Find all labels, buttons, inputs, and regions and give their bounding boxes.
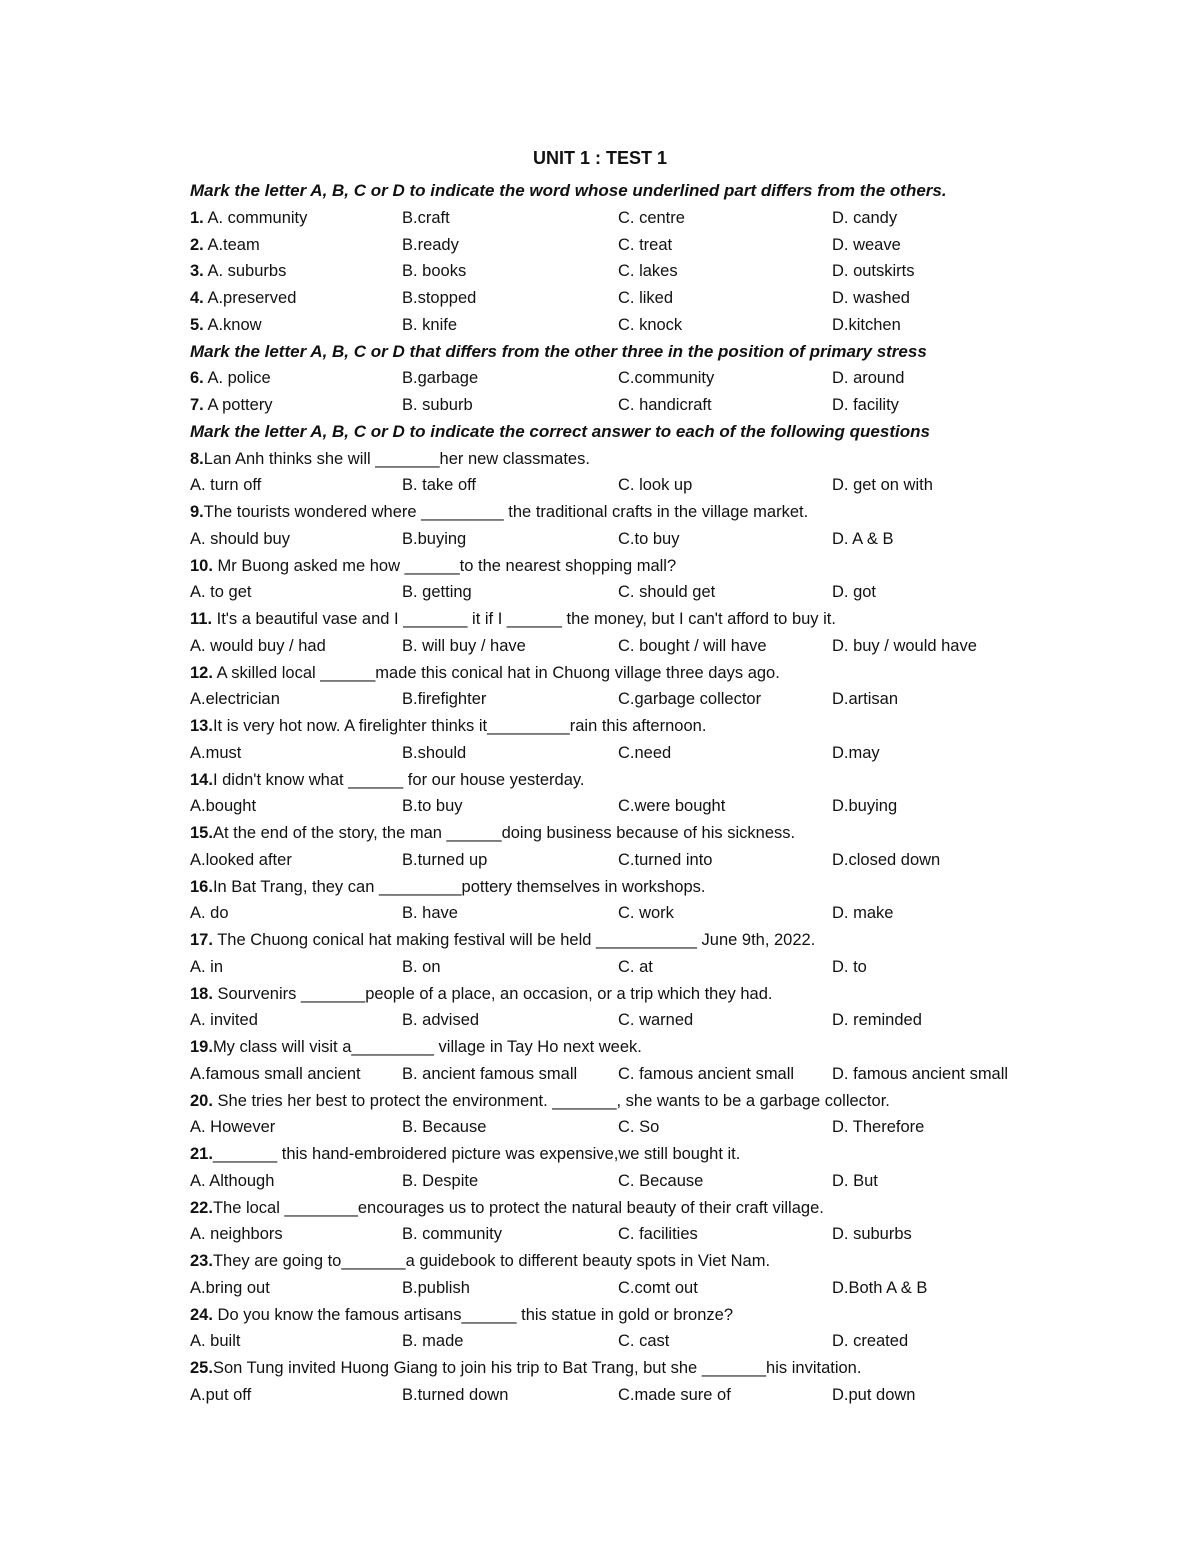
answer-option-a: 7. A pottery [190,396,273,414]
answer-options [190,1275,1120,1301]
answer-option-a: A. neighbors [190,1225,283,1244]
question-number: 20. [190,1091,213,1110]
answer-option-d: D.buying [832,797,898,816]
question-number: 13. [190,717,213,735]
answer-option-b: B.should [402,743,467,762]
question-text: Do you know the famous artisans______ this statue in gold or bronze? [212,1305,734,1324]
answer-option-b: B.turned up [402,850,488,869]
answer-option-c: C. look up [618,476,693,495]
answer-option-a: 5. A.know [190,315,262,334]
answer-option-b: B. will buy / have [402,636,526,655]
answer-option-d: D. facility [832,396,899,414]
answer-option-a: A.bought [190,797,257,816]
answer-option-b: B.craft [402,208,450,227]
question-number: 3. [190,262,204,281]
question-number: 11. [190,610,213,628]
question-stem [190,927,1120,953]
question-stem [190,1141,1120,1167]
answer-option-d: D. famous ancient small [832,1064,1009,1083]
answer-option-d: D. outskirts [832,262,915,281]
answer-option-b: B. suburb [402,396,473,414]
answer-option-c: C. work [618,904,674,923]
question-stem [190,606,1120,632]
answer-option-d: D.closed down [832,850,941,869]
answer-option-d: D. But [832,1171,878,1190]
question-number: 4. [190,289,204,307]
answer-options [190,1007,1120,1033]
answer-option-b: B. on [402,957,441,976]
question-text: My class will visit a_________ village in Tay Ho next week. [212,1038,642,1056]
question-stem [190,660,1120,686]
answer-option-b: B.stopped [402,289,477,307]
question-stem [190,1302,1120,1328]
question-number: 21. [190,1145,213,1163]
answer-option-d: D. weave [832,235,901,254]
answer-option-d: D. around [832,369,905,388]
question-stem [190,553,1120,579]
answer-options [190,1114,1120,1140]
section-instruction: Mark the letter A, B, C or D to indicate the word whose underlined part differs from the others. [190,181,947,200]
answer-options [190,633,1120,659]
question-text: _______ this hand-embroidered picture was expensive,we still bought it. [212,1145,741,1163]
question-text: A skilled local ______made this conical hat in Chuong village three days ago. [212,663,780,682]
question-number: 15. [190,824,213,842]
answer-options [190,526,1120,552]
answer-option-c: C.need [618,743,672,762]
question-stem [190,981,1120,1007]
answer-options [190,1221,1120,1247]
question-text: Sourvenirs _______people of a place, an occasion, or a trip which they had. [212,984,773,1003]
answer-option-c: C. Because [618,1171,704,1190]
answer-option-c: C.comt out [618,1278,698,1297]
answer-options [190,740,1120,766]
answer-option-d: D. A & B [832,529,894,548]
question-number: 12. [190,663,213,682]
answer-option-a: A.must [190,743,242,762]
answer-option-b: B. getting [402,583,472,602]
answer-option-a: 4. A.preserved [190,289,297,307]
answer-options [190,1382,1120,1408]
answer-option-b: B.garbage [402,369,479,388]
question-stem [190,1195,1120,1221]
answer-options [190,1328,1120,1354]
question-stem [190,1248,1120,1274]
question-stem [190,767,1120,793]
question-number: 24. [190,1305,213,1324]
question-stem [190,874,1120,900]
question-text: The tourists wondered where _________ the traditional crafts in the village market. [203,503,809,521]
answer-option-c: C. liked [618,289,674,307]
question-text: They are going to_______a guidebook to different beauty spots in Viet Nam. [212,1252,771,1270]
question-text: The local ________encourages us to protect the natural beauty of their craft village. [212,1198,824,1217]
answer-options [190,954,1120,980]
answer-option-d: D. make [832,904,894,923]
answer-options [190,686,1120,712]
answer-options [190,847,1120,873]
answer-option-c: C. famous ancient small [618,1064,795,1083]
question-number: 16. [190,877,213,896]
answer-option-d: D. buy / would have [832,636,977,655]
answer-option-b: B.to buy [402,797,463,816]
answer-option-a: 1. A. community [190,208,308,227]
answer-option-c: C. knock [618,315,683,334]
question-number: 6. [190,369,204,388]
answer-option-b: B.ready [402,235,459,254]
question-number: 7. [190,396,204,414]
question-text: In Bat Trang, they can _________pottery themselves in workshops. [212,877,706,896]
answer-option-c: C.turned into [618,850,713,869]
answer-options [190,472,1120,498]
answer-option-c: C. should get [618,583,716,602]
answer-option-c: C. lakes [618,262,678,281]
question-text: She tries her best to protect the environment. _______, she wants to be a garbage collector. [212,1091,890,1110]
answer-option-a: A.bring out [190,1278,270,1297]
question-number: 22. [190,1198,213,1217]
answer-option-b: B. knife [402,315,458,334]
answer-option-a: A. turn off [190,476,262,495]
answer-option-c: C. at [618,957,653,976]
answer-options [190,365,1120,391]
answer-option-b: B.turned down [402,1385,509,1404]
question-text: It's a beautiful vase and I _______ it if I ______ the money, but I can't afford to buy it. [212,610,836,628]
question-text: Lan Anh thinks she will _______her new classmates. [203,449,590,468]
answer-option-a: A. However [190,1118,276,1137]
answer-option-a: A. in [190,957,224,976]
answer-option-c: C. cast [618,1332,670,1351]
answer-option-c: C.were bought [618,797,726,816]
answer-option-b: B.publish [402,1278,470,1297]
answer-option-c: C. bought / will have [618,636,767,655]
answer-option-a: A. would buy / had [190,636,326,655]
question-number: 9. [190,503,204,521]
answer-option-d: D.Both A & B [832,1278,928,1297]
answer-options [190,312,1120,338]
answer-option-d: D. created [832,1332,909,1351]
answer-option-a: A.famous small ancient [190,1064,361,1083]
answer-option-b: B.buying [402,529,467,548]
answer-option-c: C.garbage collector [618,690,762,709]
question-number: 5. [190,315,204,334]
answer-options [190,1061,1120,1087]
question-stem [190,820,1120,846]
answer-options [190,1168,1120,1194]
question-text: Mr Buong asked me how ______to the nearest shopping mall? [212,556,677,575]
answer-options [190,900,1120,926]
question-number: 19. [190,1038,213,1056]
question-number: 18. [190,984,213,1003]
answer-option-d: D. reminded [832,1011,922,1030]
answer-option-b: B. books [402,262,467,281]
answer-option-b: B. advised [402,1011,480,1030]
question-stem [190,1088,1120,1114]
answer-option-d: D.put down [832,1385,916,1404]
answer-option-c: C.to buy [618,529,680,548]
question-stem [190,446,1120,472]
question-text: At the end of the story, the man ______doing business because of his sickness. [212,824,796,842]
answer-option-a: A.looked after [190,850,292,869]
question-number: 8. [190,449,204,468]
answer-option-d: D. Therefore [832,1118,925,1137]
answer-option-a: A. invited [190,1011,258,1030]
answer-option-b: B. community [402,1225,502,1244]
question-text: I didn't know what ______ for our house yesterday. [212,770,585,789]
answer-options [190,232,1120,258]
answer-option-a: 6. A. police [190,369,271,388]
question-number: 25. [190,1359,213,1377]
answer-options [190,205,1120,231]
answer-option-a: A. built [190,1332,241,1351]
answer-option-a: 3. A. suburbs [190,262,287,281]
answer-option-b: B. Because [402,1118,487,1137]
answer-option-d: D.kitchen [832,315,901,334]
answer-option-c: C. warned [618,1011,694,1030]
answer-option-d: D. to [832,957,867,976]
answer-option-b: B. made [402,1332,464,1351]
answer-option-a: A. to get [190,583,252,602]
page-title: UNIT 1 : TEST 1 [532,148,667,168]
answer-option-a: A.put off [190,1385,252,1404]
question-text: It is very hot now. A firelighter thinks it_________rain this afternoon. [212,717,707,735]
answer-option-a: A. Although [190,1171,275,1190]
question-number: 14. [190,770,213,789]
answer-options [190,579,1120,605]
question-number: 23. [190,1252,213,1270]
answer-options [190,285,1120,311]
answer-options [190,392,1120,418]
answer-option-b: B. Despite [402,1171,479,1190]
answer-option-a: A. do [190,904,229,923]
question-stem [190,1034,1120,1060]
answer-option-b: B.firefighter [402,690,487,709]
answer-options [190,793,1120,819]
question-stem [190,499,1120,525]
question-text: Son Tung invited Huong Giang to join his trip to Bat Trang, but she _______his invitation. [212,1359,862,1377]
answer-option-c: C. centre [618,208,685,227]
answer-option-b: B. have [402,904,458,923]
answer-options [190,258,1120,284]
answer-option-a: A.electrician [190,690,280,709]
answer-option-d: D. get on with [832,476,933,495]
section-instruction: Mark the letter A, B, C or D to indicate the correct answer to each of the following questions [190,421,930,441]
question-stem [190,713,1120,739]
question-number: 2. [190,235,204,254]
answer-option-b: B. ancient famous small [402,1064,578,1083]
answer-option-d: D. washed [832,289,910,307]
answer-option-d: D. suburbs [832,1225,912,1244]
question-number: 1. [190,208,204,227]
answer-option-d: D.artisan [832,690,899,709]
answer-option-d: D. got [832,583,877,602]
answer-option-b: B. take off [402,476,476,495]
answer-option-d: D.may [832,743,880,762]
question-text: The Chuong conical hat making festival will be held ___________ June 9th, 2022. [212,931,816,949]
answer-option-c: C.community [618,369,715,388]
answer-option-c: C. treat [618,235,673,254]
answer-option-a: A. should buy [190,529,290,548]
answer-option-c: C. So [618,1118,660,1137]
answer-option-a: 2. A.team [190,235,260,254]
answer-option-d: D. candy [832,208,898,227]
answer-option-c: C.made sure of [618,1385,731,1404]
answer-option-c: C. handicraft [618,396,712,414]
section-instruction: Mark the letter A, B, C or D that differs from the other three in the position of primary stress [190,341,927,361]
answer-option-c: C. facilities [618,1225,698,1244]
question-number: 10. [190,556,213,575]
question-stem [190,1355,1120,1381]
question-number: 17. [190,931,213,949]
